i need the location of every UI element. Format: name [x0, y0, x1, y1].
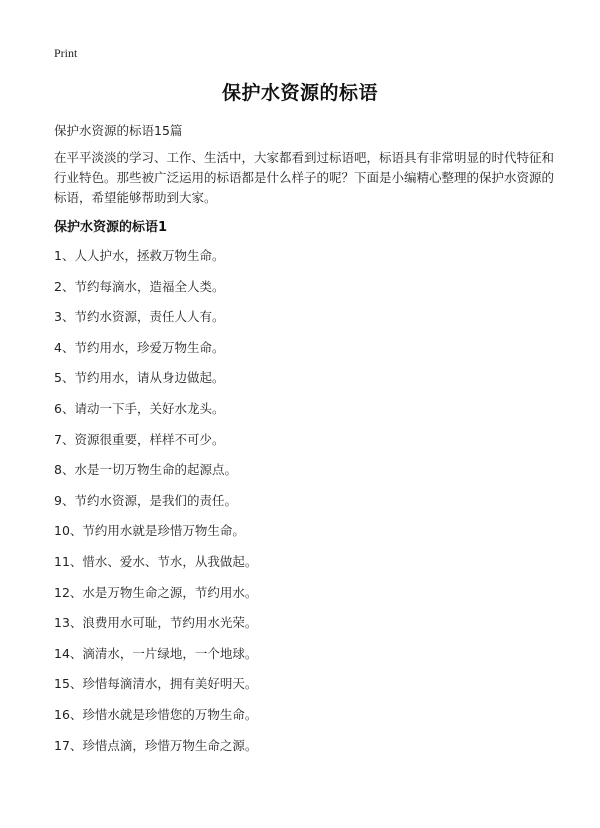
slogan-item: 3、节约水资源，责任人人有。 [54, 309, 225, 325]
slogan-item: 8、水是一切万物生命的起源点。 [54, 462, 237, 478]
slogan-item: 2、节约每滴水，造福全人类。 [54, 278, 225, 294]
intro-paragraph: 在平平淡淡的学习、工作、生活中，大家都看到过标语吧，标语具有非常明显的时代特征和行业特色。那些被广泛运用的标语都是什么样子的呢？下面是小编精心整理的保护水资源的标语，希望能够帮助到大家。 [54, 150, 555, 205]
slogan-item: 9、节约水资源，是我们的责任。 [54, 492, 237, 508]
document-subtitle: 保护水资源的标语15篇 [54, 123, 183, 138]
page-title: 保护水资源的标语 [221, 82, 378, 104]
slogan-list [54, 247, 257, 767]
slogan-item: 6、请动一下手，关好水龙头。 [54, 400, 225, 416]
slogan-item: 11、惜水、爱水、节水，从我做起。 [54, 553, 258, 569]
slogan-item: 5、节约用水，请从身边做起。 [54, 370, 225, 386]
slogan-item: 12、水是万物生命之源，节约用水。 [54, 584, 258, 600]
section-heading: 保护水资源的标语1 [54, 220, 168, 235]
slogan-item: 1、人人护水，拯救万物生命。 [54, 248, 225, 263]
print-link[interactable]: Print [54, 46, 78, 60]
slogan-item: 14、滴清水，一片绿地，一个地球。 [54, 645, 258, 661]
slogan-item: 17、珍惜点滴，珍惜万物生命之源。 [54, 737, 258, 753]
slogan-item: 13、浪费用水可耻，节约用水光荣。 [54, 615, 258, 631]
slogan-item: 15、珍惜每滴清水，拥有美好明天。 [54, 676, 258, 692]
slogan-item: 10、节约用水就是珍惜万物生命。 [54, 523, 245, 539]
slogan-item: 16、珍惜水就是珍惜您的万物生命。 [54, 706, 258, 722]
slogan-item: 7、资源很重要，样样不可少。 [54, 431, 225, 447]
slogan-item: 4、节约用水，珍爱万物生命。 [54, 339, 225, 355]
